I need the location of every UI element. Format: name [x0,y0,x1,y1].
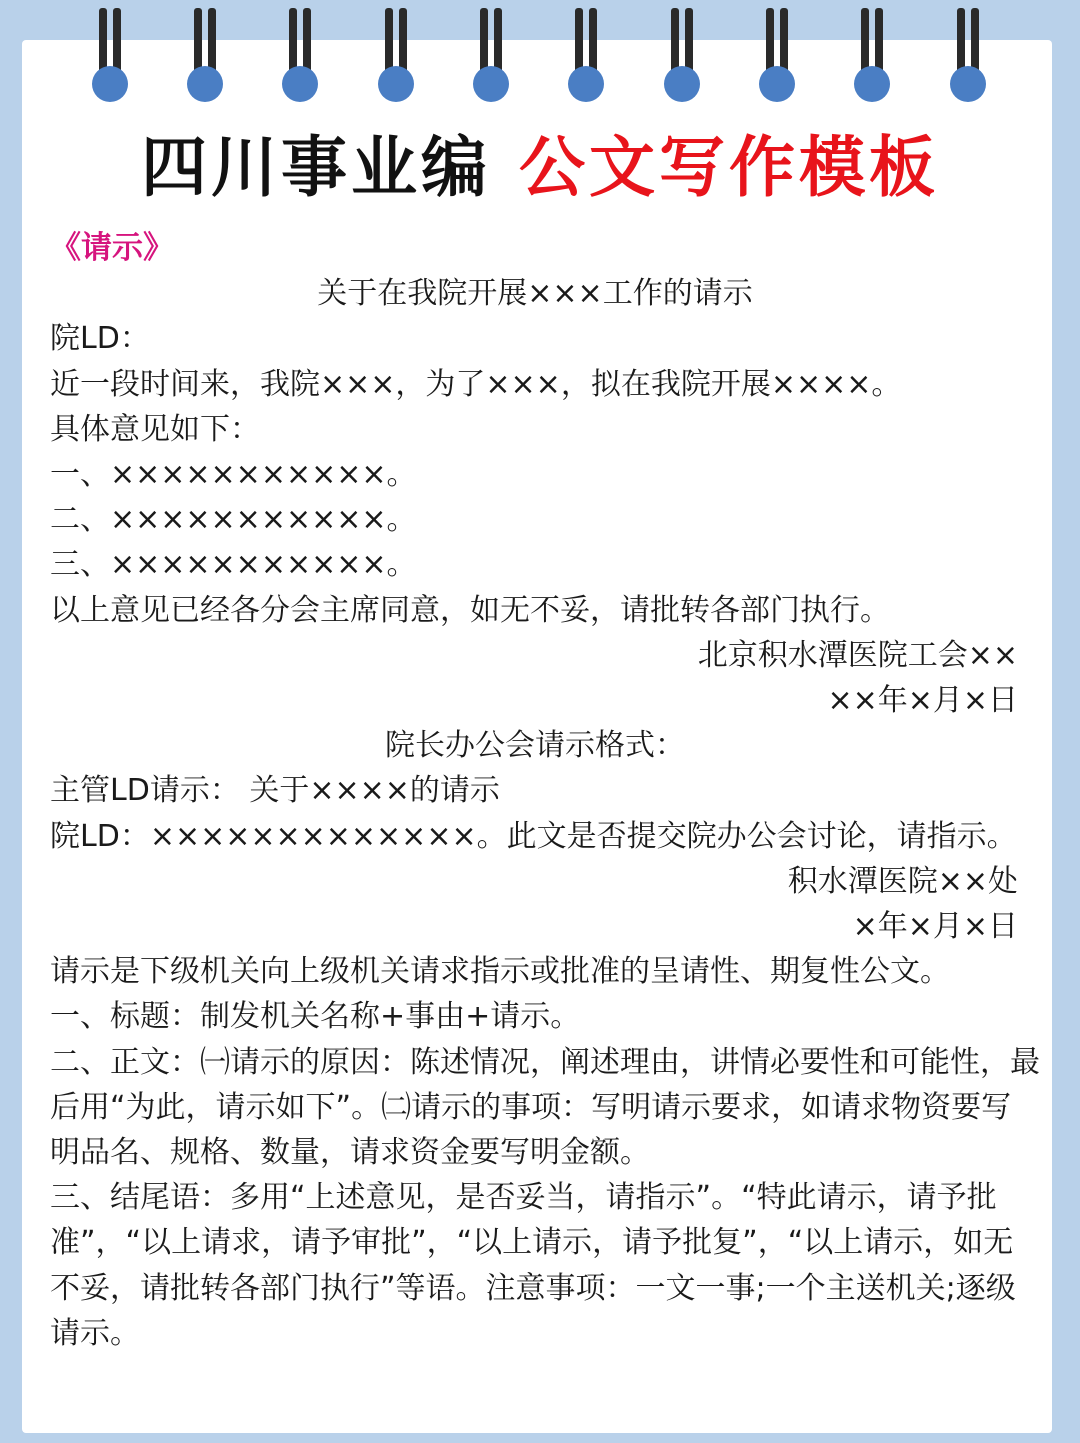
binder-ring-icon [86,8,134,108]
body-line: 以上意见已经各分会主席同意，如无不妥，请批转各部门执行。 [50,592,890,628]
format-line: 主管LD请示： 关于××××的请示 [50,773,500,809]
signature-date: ××年×月×日 [827,683,1018,719]
binder-ring-icon [848,8,896,108]
binder-ring-icon [467,8,515,108]
section-label: 《请示》 [50,230,174,266]
page-title [0,128,1080,208]
signature: 积水潭医院××处 [787,863,1018,899]
body-line: 具体意见如下： [50,411,260,447]
binder-ring-icon [944,8,992,108]
definition: 请示是下级机关向上级机关请求指示或批准的呈请性、期复性公文。 [50,954,950,990]
binder-ring-icon [276,8,324,108]
list-item: 一、×××××××××××。 [50,457,417,493]
body-line: 近一段时间来，我院×××，为了×××，拟在我院开展××××。 [50,366,902,402]
signature-date: ×年×月×日 [852,909,1018,945]
rule-item: 二、正文：㈠请示的原因：陈述情况，阐述理由，讲情必要性和可能性，最后用“为此，请示如下”。㈡请示的事项：写明请示要求，如请求物资要写明品名、规格、数量，请求资金要写明金额。 [50,1044,1040,1171]
binder-ring-icon [753,8,801,108]
rule-item: 一、标题：制发机关名称+事由+请示。 [50,999,581,1035]
binder-ring-icon [181,8,229,108]
binder-ring-icon [372,8,420,108]
document-body [50,226,1040,1356]
doc-title: 关于在我院开展×××工作的请示 [317,276,753,312]
list-item: 二、×××××××××××。 [50,502,417,538]
title-part1: 四川事业编 [141,129,491,206]
rule-item: 三、结尾语：多用“上述意见，是否妥当，请指示”。“特此请示，请予批准”，“以上请求，请予审批”，“以上请示，请予批复”，“以上请示，如无不妥，请批转各部门执行”等语。注意事项：一文一事;一个主送机关;逐级请示。 [50,1180,1016,1351]
binder-ring-icon [562,8,610,108]
format-line: 院LD：×××××××××××××。此文是否提交院办公会讨论，请指示。 [50,818,1017,854]
title-part2: 公文写作模板 [519,129,939,206]
signature: 北京积水潭医院工会×× [697,637,1018,673]
salutation: 院LD： [50,321,150,357]
list-item: 三、×××××××××××。 [50,547,417,583]
spiral-binding [0,0,1080,110]
format-title: 院长办公会请示格式： [385,728,685,764]
binder-ring-icon [658,8,706,108]
